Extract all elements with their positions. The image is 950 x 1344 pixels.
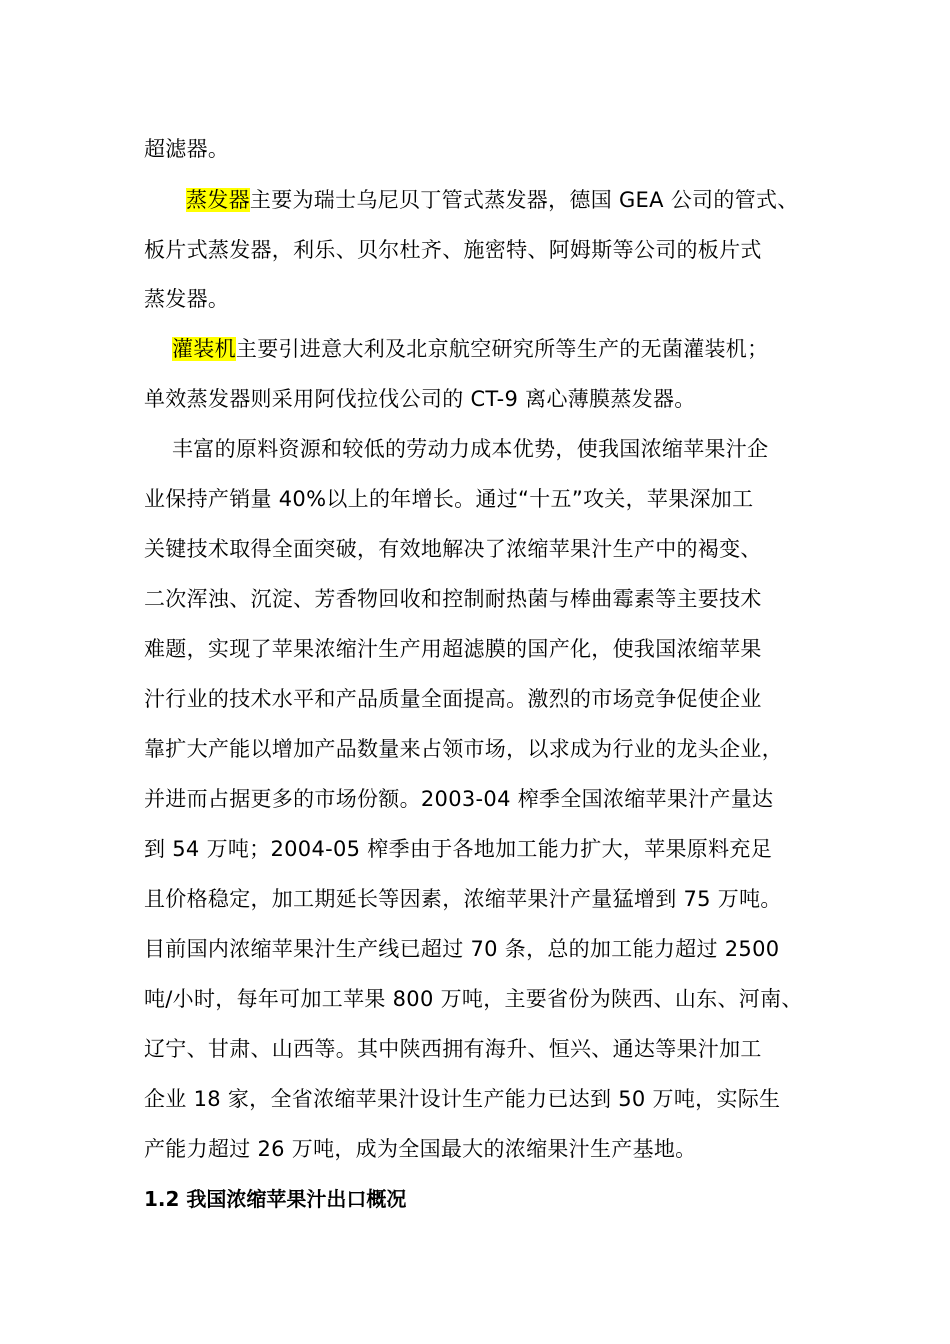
paragraph-line: 二次浑浊、沉淀、芳香物回收和控制耐热菌与棒曲霉素等主要技术 bbox=[144, 587, 762, 611]
paragraph-line: 板片式蒸发器，利乐、贝尔杜齐、施密特、阿姆斯等公司的板片式 bbox=[144, 238, 762, 262]
paragraph-line: 单效蒸发器则采用阿伐拉伐公司的 CT-9 离心薄膜蒸发器。 bbox=[144, 387, 696, 411]
paragraph-line: 且价格稳定，加工期延长等因素，浓缩苹果汁产量猛增到 75 万吨。 bbox=[144, 887, 782, 911]
paragraph-line: 丰富的原料资源和较低的劳动力成本优势，使我国浓缩苹果汁企 bbox=[172, 437, 769, 461]
paragraph-line: 汁行业的技术水平和产品质量全面提高。激烈的市场竞争促使企业 bbox=[144, 687, 762, 711]
paragraph-line: 靠扩大产能以增加产品数量来占领市场，以求成为行业的龙头企业， bbox=[144, 737, 783, 761]
paragraph-line: 目前国内浓缩苹果汁生产线已超过 70 条，总的加工能力超过 2500 bbox=[144, 937, 780, 961]
highlighted-term: 灌装机 bbox=[172, 337, 236, 361]
paragraph-line: 业保持产销量 40%以上的年增长。通过“十五”攻关，苹果深加工 bbox=[144, 487, 754, 511]
paragraph-line: 灌装机主要引进意大利及北京航空研究所等生产的无菌灌装机； bbox=[172, 337, 769, 361]
paragraph-line: 蒸发器主要为瑞士乌尼贝丁管式蒸发器，德国 GEA 公司的管式、 bbox=[186, 188, 799, 212]
paragraph-line: 超滤器。 bbox=[144, 137, 230, 161]
paragraph-line: 产能力超过 26 万吨，成为全国最大的浓缩果汁生产基地。 bbox=[144, 1137, 697, 1161]
paragraph-line: 到 54 万吨；2004-05 榨季由于各地加工能力扩大，苹果原料充足 bbox=[144, 837, 772, 861]
paragraph-line: 辽宁、甘肃、山西等。其中陕西拥有海升、恒兴、通达等果汁加工 bbox=[144, 1037, 762, 1061]
paragraph-line: 企业 18 家，全省浓缩苹果汁设计生产能力已达到 50 万吨，实际生 bbox=[144, 1087, 781, 1111]
paragraph-line: 吨/小时，每年可加工苹果 800 万吨，主要省份为陕西、山东、河南、 bbox=[144, 987, 803, 1011]
section-heading: 1.2 我国浓缩苹果汁出口概况 bbox=[144, 1187, 407, 1211]
paragraph-line: 难题，实现了苹果浓缩汁生产用超滤膜的国产化，使我国浓缩苹果 bbox=[144, 637, 762, 661]
highlighted-term: 蒸发器 bbox=[186, 188, 250, 212]
paragraph-line: 关键技术取得全面突破，有效地解决了浓缩苹果汁生产中的褐变、 bbox=[144, 537, 762, 561]
paragraph-line: 蒸发器。 bbox=[144, 287, 230, 311]
paragraph-line: 并进而占据更多的市场份额。2003-04 榨季全国浓缩苹果汁产量达 bbox=[144, 787, 774, 811]
